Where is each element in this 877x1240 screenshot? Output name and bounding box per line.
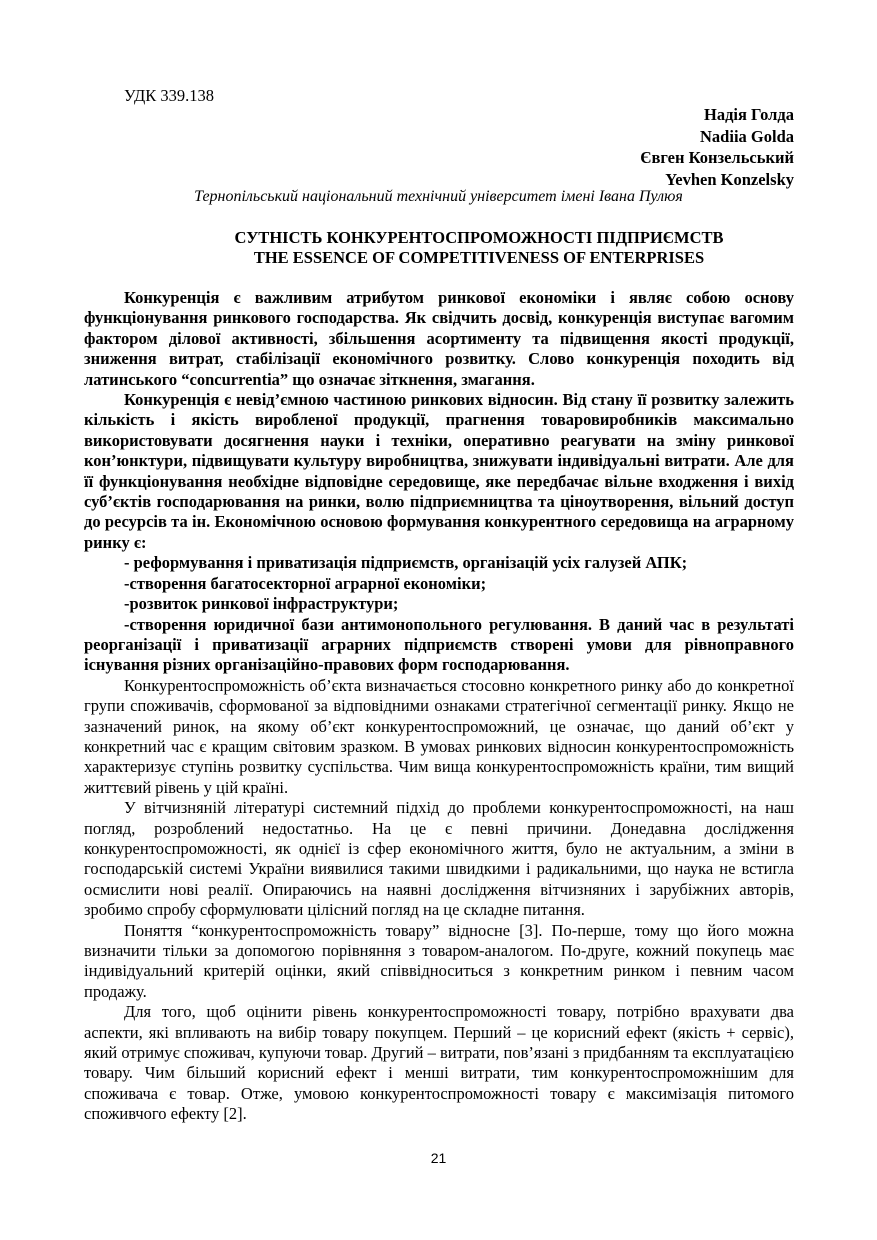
page-number: 21 xyxy=(430,1150,447,1166)
title-ukrainian: СУТНІСТЬ КОНКУРЕНТОСПРОМОЖНОСТІ ПІДПРИЄМСТВ xyxy=(234,228,724,247)
list-item: -розвиток ринкової інфраструктури; xyxy=(124,594,399,614)
title-english: THE ESSENCE OF COMPETITIVENESS OF ENTERPRISES xyxy=(253,248,705,267)
author-block xyxy=(640,104,794,190)
list-item: - реформування і приватизація підприємств, організацій усіх галузей АПК; xyxy=(124,553,688,573)
author-name: Надія Голда xyxy=(703,105,794,124)
affiliation: Тернопільський національний технічний університет імені Івана Пулюя xyxy=(194,188,683,205)
list-item: -створення багатосекторної аграрної економіки; xyxy=(124,573,487,593)
paragraph: Для того, щоб оцінити рівень конкурентоспроможності товару, потрібно врахувати два аспекти, які впливають на вибір товару покупцем. Перший – це корисний ефект (якість + сервіс), який отримує споживач, купуючи товар. Другий – витрати, пов’язані з придбанням та експлуатацією товару. Чим більший корисний ефект і менші витрати, тим конкурентоспроможнішим для споживача є товар. Отже, умовою конкурентоспроможності товару є максимізація питомого споживчого ефекту [2]. xyxy=(84,1002,794,1124)
author-name: Nadiia Golda xyxy=(700,126,794,146)
list-item: -створення юридичної бази антимонопольного регулювання. В даний час в результаті реорганізації і приватизації аграрних підприємств створені умови для рівноправного існування різних організаційно-правових форм господарювання. xyxy=(84,614,794,675)
article-body xyxy=(84,288,794,1125)
author-name: Євген Конзельський xyxy=(640,148,794,167)
paragraph: Конкуренція є невід’ємною частиною ринкових відносин. Від стану її розвитку залежить кількість і якість виробленої продукції, прагнення товаровиробників максимально використовувати досягнення науки і техніки, оперативно реагувати на зміну ринкової кон’юнктури, підвищувати культуру виробництва, знижувати індивідуальні витрати. Але для її функціонування необхідне відповідне середовище, яке передбачає вільне входження і вихід суб’єктів господарювання на ринки, волю підприємництва та ціноутворення, вільний доступ до ресурсів та ін. Економічною основою формування конкурентного середовища на аграрному ринку є: xyxy=(84,390,794,552)
author-name: Yevhen Konzelsky xyxy=(665,169,794,189)
title-block xyxy=(84,228,794,268)
paragraph: Поняття “конкурентоспроможність товару” відносне [3]. По-перше, тому що його можна визначити тільки за допомогою порівняння з товаром-аналогом. По-друге, кожний покупець має індивідуальний критерій оцінки, який співвідноситься з конкретним ринком і певним часом продажу. xyxy=(84,920,794,1001)
paragraph: У вітчизняній літературі системний підхід до проблеми конкурентоспроможності, на наш погляд, розроблений недостатньо. На це є певні причини. Донедавна дослідження конкурентоспроможності, як однієї із сфер економічного життя, було не актуальним, а зміни в господарській системі України виявилися такими швидкими і радикальними, що наука не встигла осмислити нові реалії. Опираючись на наявні дослідження вітчизняних і зарубіжних авторів, зробимо спробу сформулювати цілісний погляд на це складне питання. xyxy=(84,798,794,920)
paragraph: Конкуренція є важливим атрибутом ринкової економіки і являє собою основу функціонування ринкового господарства. Як свідчить досвід, конкуренція виступає вагомим фактором ділової активності, збільшення асортименту та підвищення якості продукції, зниження витрат, стабілізації економічного розвитку. Слово конкуренція походить від латинського “concurrentia” що означає зіткнення, змагання. xyxy=(84,288,794,389)
udk-code: УДК 339.138 xyxy=(124,86,215,105)
paragraph: Конкурентоспроможність об’єкта визначається стосовно конкретного ринку або до конкретної групи споживачів, сформованої за відповідними ознаками стратегічної сегментації ринку. Якщо не зазначений ринок, на якому об’єкт конкурентоспроможний, це означає, що даний об’єкт у конкретний час є кращим світовим зразком. В умовах ринкових відносин конкурентоспроможність характеризує ступінь розвитку суспільства. Чим вища конкурентоспроможність країни, тим вищий життєвий рівень у цій країні. xyxy=(84,675,794,797)
